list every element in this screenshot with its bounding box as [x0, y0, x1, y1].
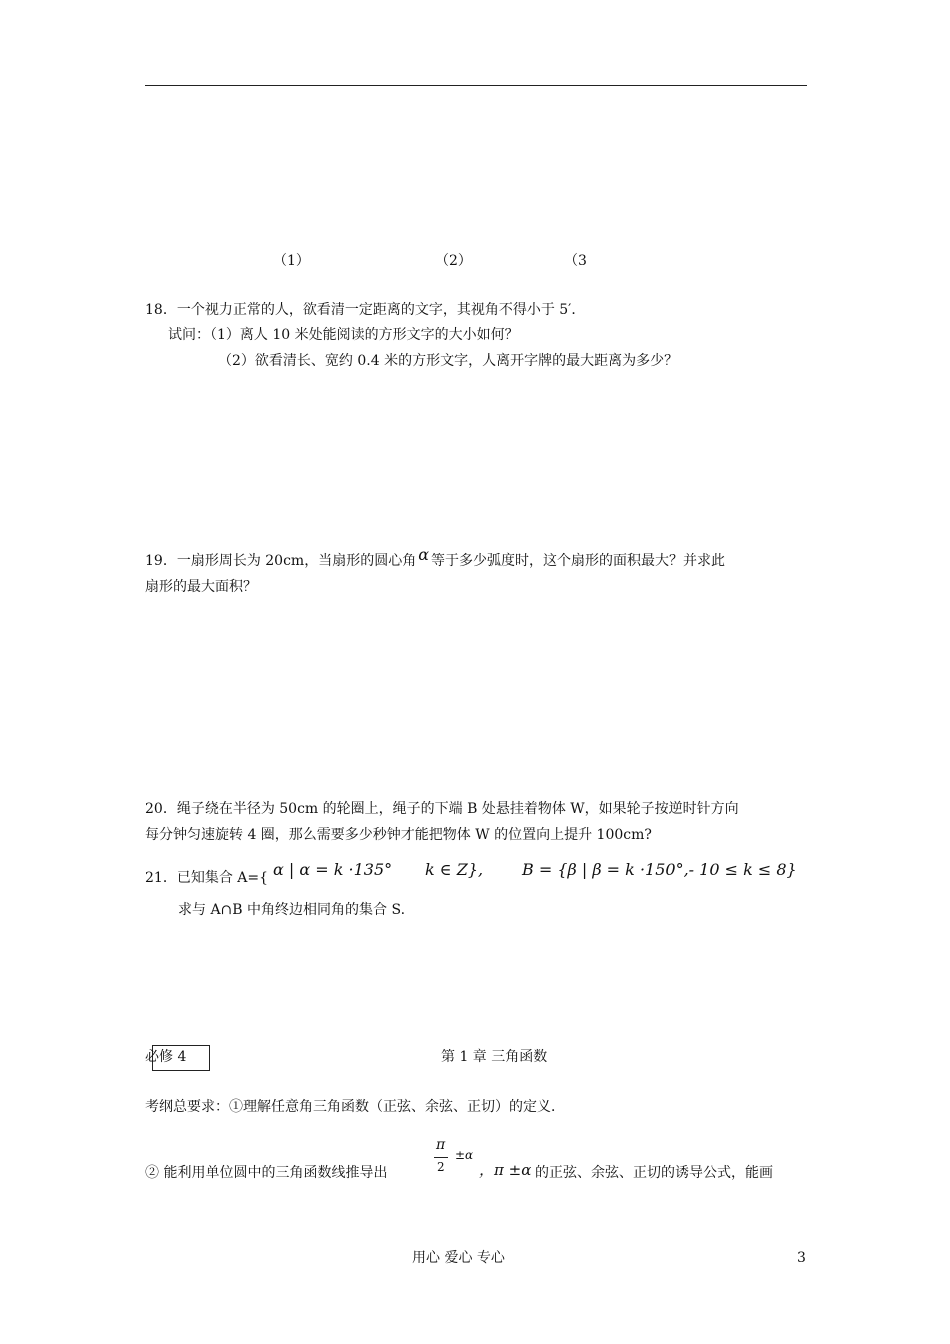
requirement-line1: 考纲总要求：①理解任意角三角函数（正弦、余弦、正切）的定义． — [145, 1099, 565, 1115]
q18-line3: （2）欲看清长、宽约 0.4 米的方形文字，人离开字牌的最大距离为多少？ — [218, 353, 679, 369]
q20-line2: 每分钟匀速旋转 4 圈，那么需要多少秒钟才能把物体 W 的位置向上提升 100cm? — [145, 827, 652, 843]
q19-line2: 扇形的最大面积？ — [145, 579, 257, 595]
q21-prefix: 21．已知集合 A={ — [145, 870, 269, 886]
header-rule — [145, 85, 807, 86]
q18-line1: 18．一个视力正常的人，欲看清一定距离的文字，其视角不得小于 5′． — [145, 302, 586, 318]
chapter-title: 第 1 章 三角函数 — [441, 1049, 548, 1065]
q19-line1-a: 19．一扇形周长为 20cm，当扇形的圆心角 — [145, 553, 417, 569]
fraction-numerator: π — [436, 1137, 446, 1153]
page-number: 3 — [797, 1250, 806, 1266]
alpha-symbol: α — [418, 545, 430, 564]
fraction-denominator: 2 — [437, 1160, 445, 1174]
figure-label-1: （1） — [273, 253, 310, 269]
figure-label-2: （2） — [435, 253, 472, 269]
requirement-line2-b: ，π ±α — [479, 1161, 532, 1179]
footer-motto: 用心 爱心 专心 — [412, 1250, 505, 1266]
q21-line2: 求与 A∩B 中角终边相同角的集合 S. — [178, 902, 406, 918]
book-label: 必修 4 — [145, 1049, 187, 1065]
q19-line1 — [145, 545, 726, 569]
q20-line1: 20．绳子绕在半径为 50cm 的轮圈上，绳子的下端 B 处悬挂着物体 W，如果轮子按逆时针方向 — [145, 801, 739, 817]
requirement-line2-a: ② 能利用单位圆中的三角函数线推导出 — [145, 1165, 388, 1181]
q18-line2: 试问：（1）离人 10 米处能阅读的方形文字的大小如何？ — [168, 327, 519, 343]
q19-line1-b: 等于多少弧度时，这个扇形的面积最大？并求此 — [431, 553, 726, 569]
q21-set-b: B = {β | β = k ·150°,- 10 ≤ k ≤ 8} — [522, 860, 797, 879]
requirement-line2-c: 的正弦、余弦、正切的诱导公式，能画 — [535, 1165, 773, 1181]
q21-set-a-condition: k ∈ Z}, — [425, 860, 484, 879]
fraction-pm-alpha: ±α — [455, 1148, 474, 1162]
q21-set-a: α | α = k ·135° — [273, 860, 393, 879]
fraction-bar — [434, 1157, 448, 1158]
figure-label-3: （3 — [564, 253, 587, 269]
